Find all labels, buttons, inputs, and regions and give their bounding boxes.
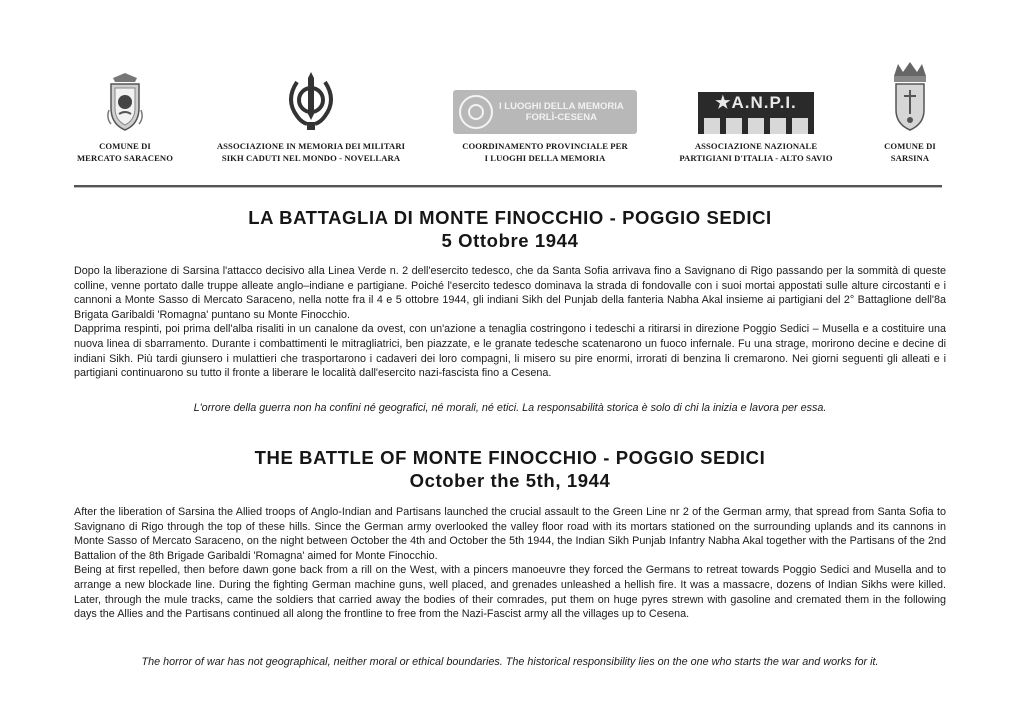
org-name-line1: COMUNE DI: [99, 141, 151, 151]
org-name-line1: COORDINAMENTO PROVINCIALE PER: [462, 141, 628, 151]
italian-paragraph-2: Dapprima respinti, poi prima dell'alba risaliti in un canalone da ovest, con un'azione a tenaglia costringono i tedeschi a ritirarsi in direzione Poggio Sedici – Musella e a costituire una nuova linea di sbarramento. Durante i combattimenti le mitragliatrici, ben piazzate, e le granate tedesche scatenarono un fuoco infernale. Fu una strage, morirono decine e decine di indiani Sikh. Più tardi giunsero i mulattieri che trasportarono i cadaveri dei loro compagni, li misero su pire enormi, irrorati di benzina li cremarono. Nei giorni seguenti gli alleati e i partigiani continuarono su tutto il fronte a liberare le località dall'esercito nazi-fascista fino a Cesena.: [74, 323, 946, 380]
org-name-line2: SIKH CADUTI NEL MONDO - NOVELLARA: [221, 153, 401, 163]
english-body: [74, 505, 946, 622]
anpi-bars-icon: [704, 118, 808, 134]
org-name-line2: MERCATO SARACENO: [76, 153, 174, 163]
crowned-shield-icon: [860, 58, 960, 134]
italian-quote: L'orrore della guerra non ha confini né geografici, né morali, né etici. La responsabilità storica è solo di chi la inizia e lavora per essa.: [193, 402, 827, 414]
english-title-line1: THE BATTLE OF MONTE FINOCCHIO - POGGIO SEDICI: [254, 447, 766, 468]
anpi-logo: [698, 92, 814, 134]
english-quote: The horror of war has not geographical, neither moral or ethical boundaries. The historical responsibility lies on the one who starts the war and works for it.: [141, 656, 879, 668]
org-sikh-memorial-association: [200, 58, 422, 164]
org-comune-sarsina: [860, 58, 960, 164]
header-divider: [74, 185, 942, 187]
anpi-logo-text: ★A.N.P.I.: [715, 93, 797, 112]
english-paragraph-1: After the liberation of Sarsina the Allied troops of Anglo-Indian and Partisans launched the crucial assault to the Green Line nr 2 of the German army, that spread from Santa Sofia to Savignano di Rigo through the top of these hills. Since the German army overlooked the valley floor road with its mortars stationed on the surrounding uplands and its cannons in Monte Sasso of Mercato Saraceno, on the night between October the 4th and October the 5th 1944, the Indian Sikh Punjab Infantry Nabha Akal together with the Partisans of the 2nd Battalion of the 8th Brigade Garibaldi 'Romagna' aimed for Monte Finocchio.: [74, 506, 946, 562]
italian-title-line1: LA BATTAGLIA DI MONTE FINOCCHIO - POGGIO SEDICI: [248, 207, 772, 228]
english-title: [74, 446, 946, 492]
italian-title-line2: 5 Ottobre 1944: [441, 230, 579, 251]
org-name-line1: COMUNE DI: [884, 141, 936, 151]
org-luoghi-memoria: [440, 58, 650, 164]
italian-title: [74, 206, 946, 252]
khanda-icon: [200, 58, 422, 134]
luoghi-memoria-logo: [453, 90, 637, 134]
luoghi-logo-line2: FORLÌ-CESENA: [525, 112, 597, 123]
org-comune-mercato-saraceno: [60, 58, 190, 164]
italian-body: [74, 264, 946, 381]
english-title-line2: October the 5th, 1944: [409, 470, 611, 491]
org-name-line1: ASSOCIAZIONE NAZIONALE: [694, 141, 818, 151]
italian-paragraph-1: Dopo la liberazione di Sarsina l'attacco decisivo alla Linea Verde n. 2 dell'esercito tedesco, che da Santa Sofia arrivava fino a Savignano di Rigo passando per la sommità di queste colline, venne portato dalle truppe alleate anglo–indiane e partigiane. Poiché l'esercito tedesco dominava la strada di fondovalle con i suoi mortai appostati sulle alture circostanti e i cannoni a Monte Sasso di Mercato Saraceno, nella notte fra il 4 e 5 ottobre 1944, gli indiani Sikh del Punjab della fanteria Nabha Akal insieme ai partigiani del 2° Battaglione dell'8a Brigata Garibaldi 'Romagna' puntano su Monte Finocchio.: [74, 265, 946, 321]
org-anpi: [660, 58, 852, 164]
coat-of-arms-icon: [60, 58, 190, 134]
english-paragraph-2: Being at first repelled, then before dawn gone back from a rill on the West, with a pincers manoeuvre they forced the Germans to retreat towards Poggio Sedici and Musella and to arrange a new blockade line. During the fighting German machine guns, well placed, and grenades unleashed a hellish fire. It was a massacre, dozens of Indian Sikhs were killed. Later, through the mule tracks, came the soldiers that carried away the bodies of their comrades, put them on huge pyres strewn with gasoline and cremated them in the following days the Allies and the Partisans continued all along the frontline to free from the Nazi-Fascist army all the villages up to Cesena.: [74, 564, 946, 621]
spiral-icon: [459, 95, 493, 129]
header-logos: [60, 58, 960, 168]
org-name-line1: ASSOCIAZIONE IN MEMORIA DEI MILITARI: [216, 141, 406, 151]
org-name-line2: I LUOGHI DELLA MEMORIA: [484, 153, 606, 163]
org-name-line2: PARTIGIANI D'ITALIA - ALTO SAVIO: [679, 153, 833, 163]
luoghi-logo-line1: I LUOGHI DELLA MEMORIA: [499, 101, 624, 112]
org-name-line2: SARSINA: [890, 153, 930, 163]
